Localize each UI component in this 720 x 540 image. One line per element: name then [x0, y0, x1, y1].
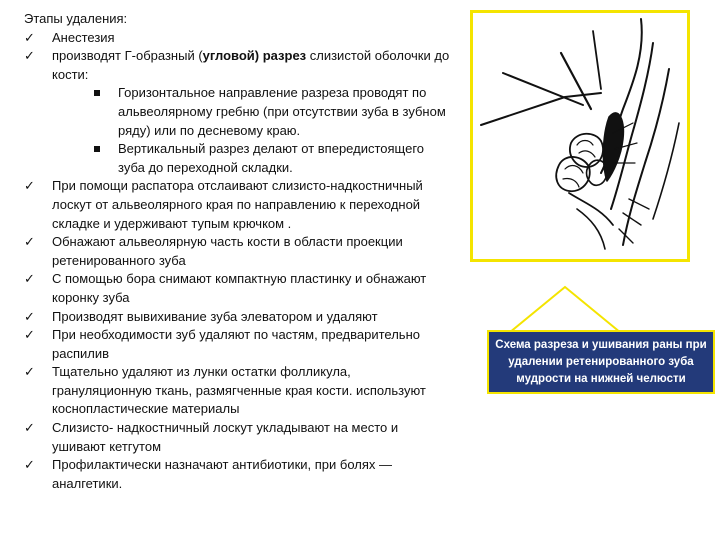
checkmark-icon: ✓ [24, 234, 35, 250]
sub-list-item [52, 140, 452, 177]
step-text-bold: угловой) разрез [202, 48, 307, 64]
step-text: Производят вывихивание зуба элеватором и удаляют [52, 308, 378, 324]
step-text-after: слизистой оболочки до кости: [52, 48, 450, 82]
list-item [22, 326, 452, 363]
checkmark-icon: ✓ [24, 457, 35, 473]
substep-text: Горизонтальное направление разреза проводят по альвеолярному гребню (при отсутствии зуба в зубном ряду) или по десневому краю. [118, 85, 446, 138]
list-item [22, 233, 452, 270]
list-item [22, 363, 452, 419]
sub-list-item [52, 84, 452, 140]
procedure-text [22, 10, 452, 493]
step-text: Профилактически назначают антибиотики, при болях — аналгетики. [52, 457, 393, 491]
list-item [22, 456, 452, 493]
list-item [22, 270, 452, 307]
checkmark-icon: ✓ [24, 178, 35, 194]
substeps-list [52, 84, 452, 177]
list-item [22, 47, 452, 177]
step-text: Обнажают альвеолярную часть кости в области проекции ретенированного зуба [52, 234, 403, 268]
step-text-before: производят Г-образный ( [52, 48, 203, 64]
list-item [22, 308, 452, 327]
checkmark-icon: ✓ [24, 308, 35, 324]
checkmark-icon: ✓ [24, 48, 35, 64]
step-text: С помощью бора снимают компактную пластинку и обнажают коронку зуба [52, 271, 427, 305]
checkmark-icon: ✓ [24, 271, 35, 287]
checkmark-icon: ✓ [24, 29, 35, 45]
step-text: Тщательно удаляют из лунки остатки фолликула, грануляционную ткань, размягченные края кости. используют коснопластические материалы [52, 364, 426, 417]
caption-text: Схема разреза и ушивания раны при удалении ретенированного зуба мудрости на нижней челюсти [495, 338, 707, 385]
step-text: При помощи распатора отслаивают слизисто-надкостничный лоскут от альвеолярного края по направлению к переходной складке и удерживают тупым крючком . [52, 178, 423, 231]
list-item [22, 29, 452, 48]
callout-pointer [505, 285, 625, 335]
page-title: Этапы удаления: [24, 11, 128, 26]
surgical-illustration [473, 13, 687, 259]
steps-list [22, 29, 452, 494]
substep-text: Вертикальный разрез делают от впередистоящего зуба до переходной складки. [118, 141, 425, 175]
step-text: Слизисто- надкостничный лоскут укладывают на место и ушивают кетгутом [52, 420, 399, 454]
list-item [22, 419, 452, 456]
surgical-illustration-frame [470, 10, 690, 262]
checkmark-icon: ✓ [24, 327, 35, 343]
checkmark-icon: ✓ [24, 364, 35, 380]
illustration-caption [487, 330, 715, 394]
list-item [22, 177, 452, 233]
step-text: Анестезия [52, 29, 115, 45]
square-bullet-icon [94, 146, 100, 152]
checkmark-icon: ✓ [24, 420, 35, 436]
step-text: При необходимости зуб удаляют по частям, предварительно распилив [52, 327, 420, 361]
square-bullet-icon [94, 90, 100, 96]
